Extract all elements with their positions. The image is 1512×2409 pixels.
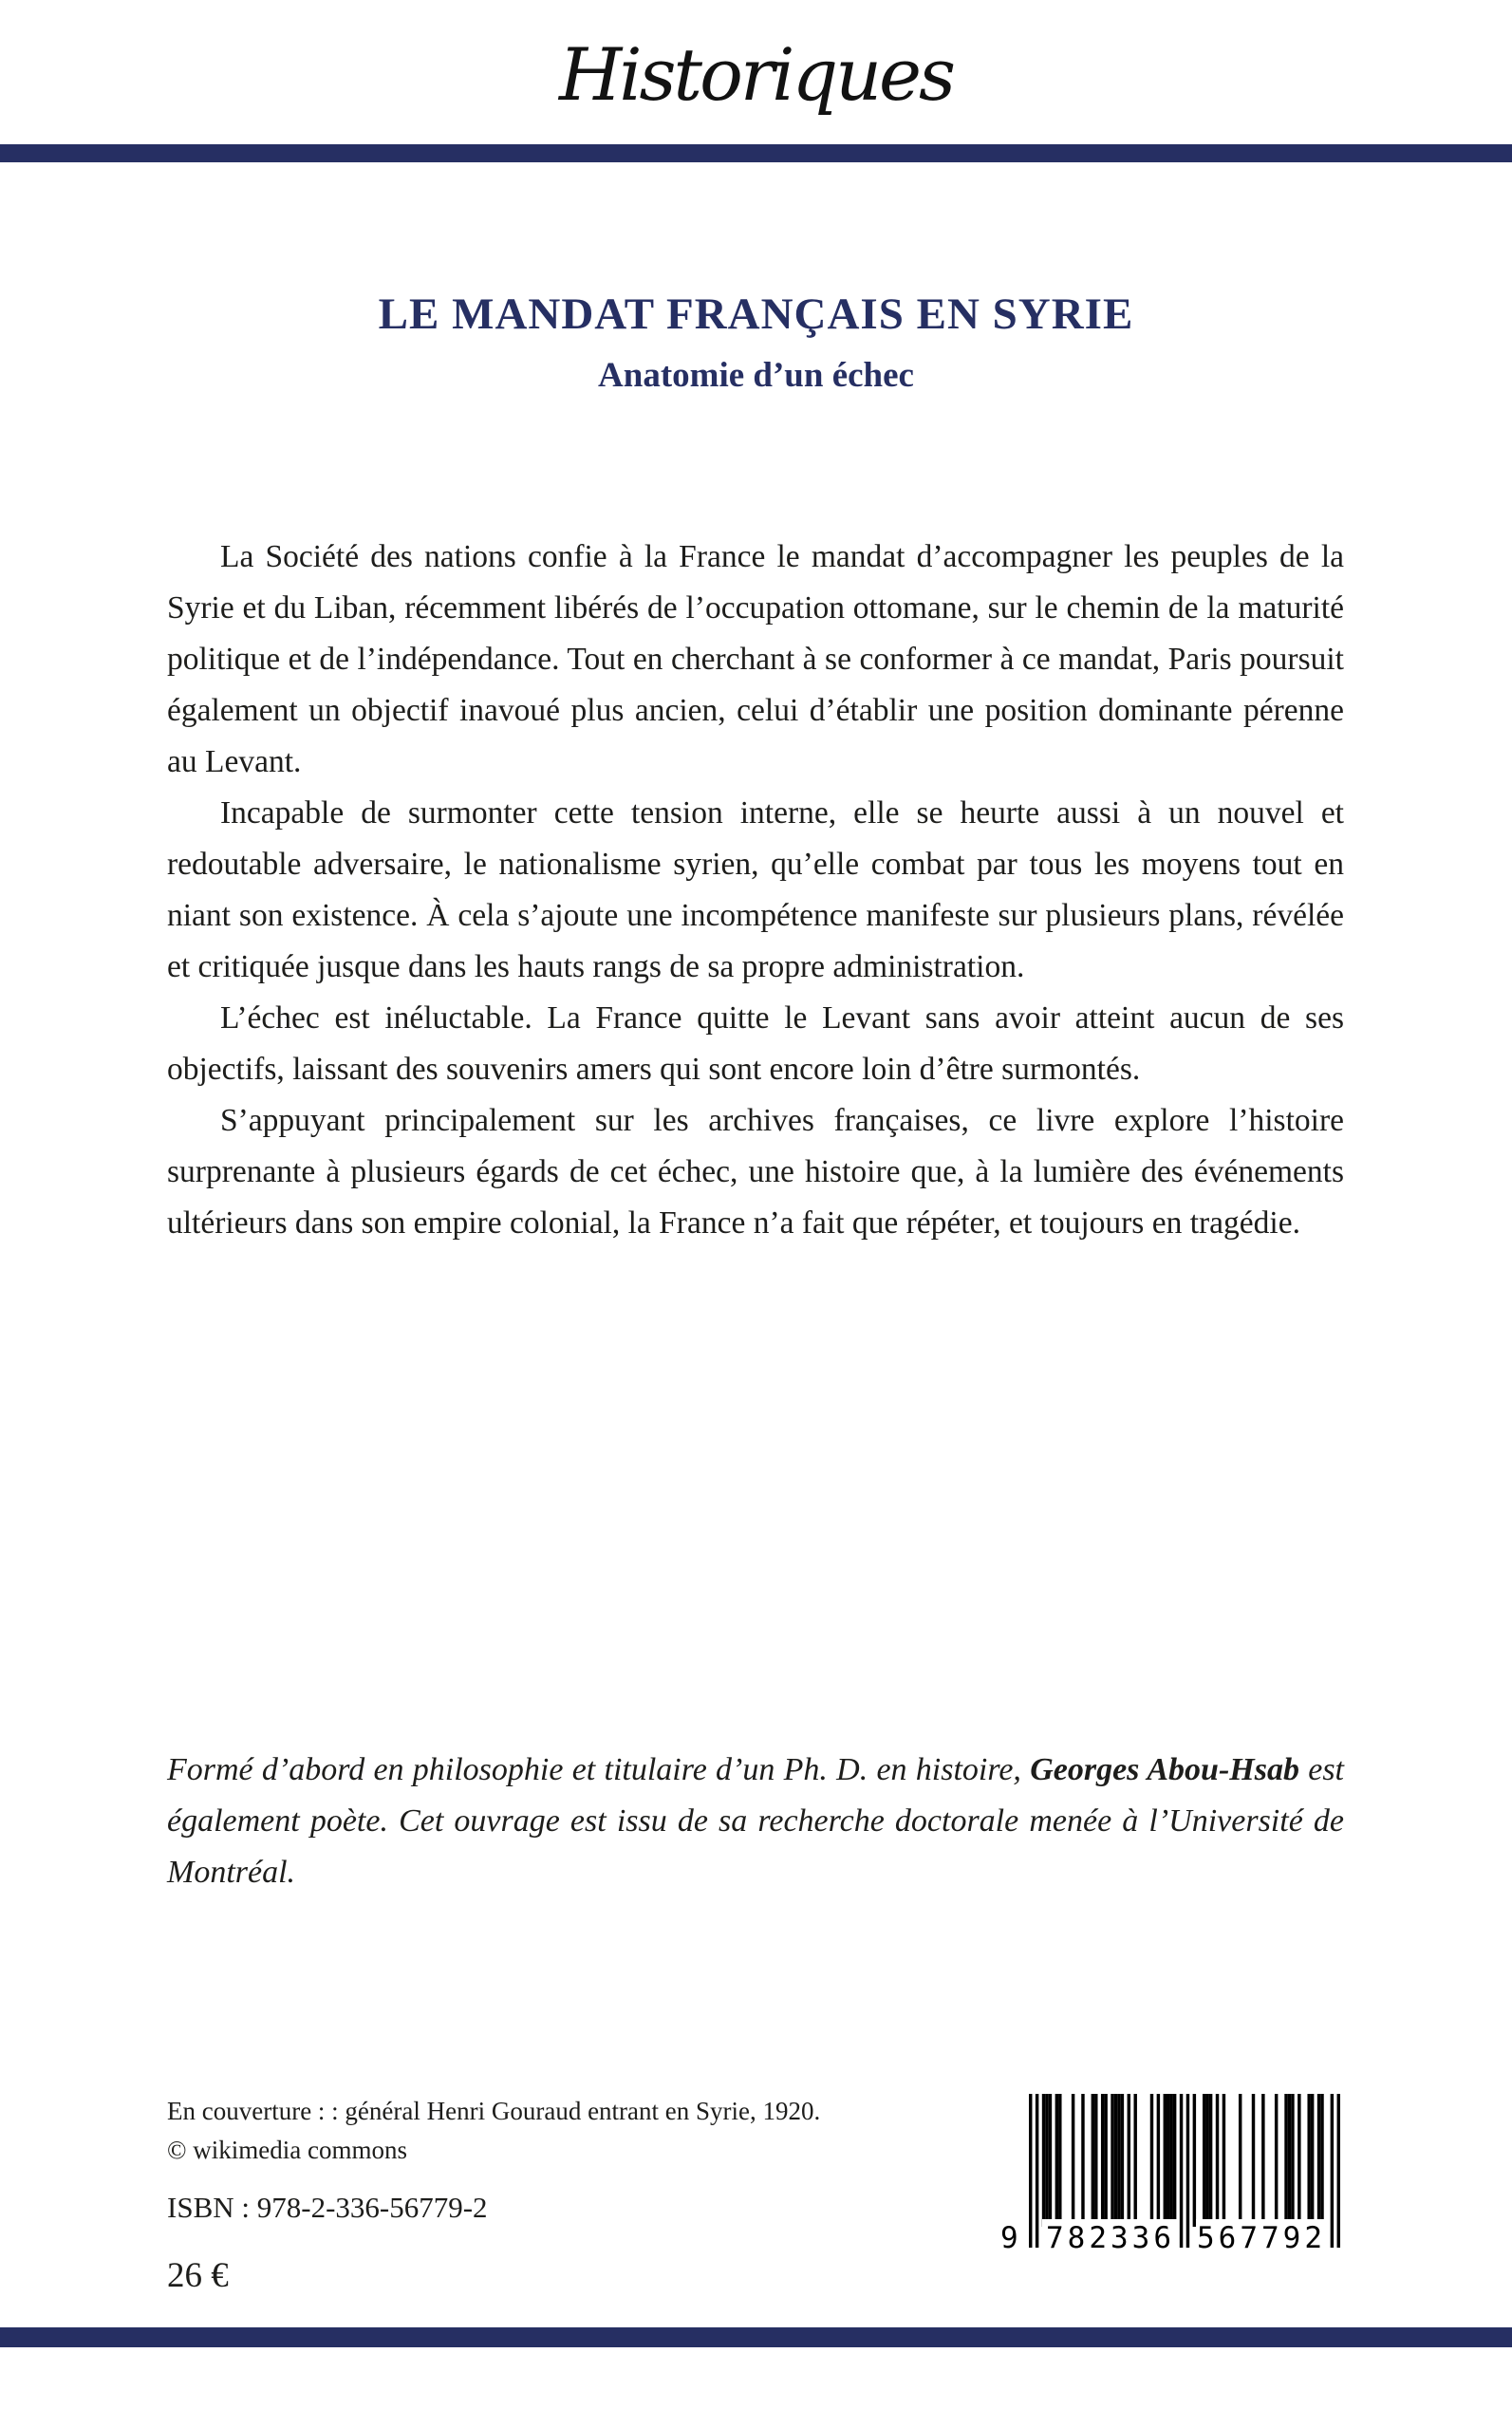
author-name: Georges Abou-Hsab bbox=[1030, 1752, 1299, 1787]
synopsis-paragraph: S’appuyant principalement sur les archives françaises, ce livre explore l’histoire surprenante à plusieurs égards de cet échec, une histoire que, à la lumière des événements ultérieurs dans son empire colonial, la France n’a fait que répéter, et toujours en tragédie. bbox=[167, 1103, 1344, 1241]
barcode bbox=[1000, 2094, 1340, 2280]
collection-logo: Historiques bbox=[558, 32, 954, 117]
isbn: ISBN : 978-2-336-56779-2 bbox=[167, 2191, 488, 2224]
barcode-digit-group-left: 782336 bbox=[1042, 2219, 1179, 2257]
price: 26 € bbox=[167, 2256, 229, 2295]
bottom-rule bbox=[0, 2327, 1512, 2347]
top-rule bbox=[0, 144, 1512, 162]
bio-text-post: est également poète. Cet ouvrage est issu de sa recherche doctorale menée à l’Université de Montréal. bbox=[167, 1752, 1344, 1890]
barcode-digit-group-right: 567792 bbox=[1197, 2221, 1326, 2255]
cover-credit-line: En couverture : : général Henri Gouraud entrant en Syrie, 1920. bbox=[167, 2097, 821, 2125]
synopsis-paragraph: La Société des nations confie à la France le mandat d’accompagner les peuples de la Syrie et du Liban, récemment libérés de l’occupation ottomane, sur le chemin de la maturité politique et de l’indépendance. Tout en cherchant à se conformer à ce mandat, Paris poursuit également un objectif inavoué plus ancien, celui d’établir une position dominante pérenne au Levant. bbox=[167, 539, 1344, 779]
bio-text-pre: Formé d’abord en philosophie et titulaire d’un Ph. D. en histoire, bbox=[167, 1752, 1031, 1787]
synopsis-paragraph: L’échec est inéluctable. La France quitte le Levant sans avoir atteint aucun de ses objectifs, laissant des souvenirs amers qui sont encore loin d’être surmontés. bbox=[167, 1000, 1344, 1087]
cover-credit-copyright: © wikimedia commons bbox=[167, 2136, 407, 2164]
book-title: LE MANDAT FRANÇAIS EN SYRIE bbox=[378, 289, 1134, 339]
book-subtitle: Anatomie d’un échec bbox=[598, 356, 914, 395]
barcode-digit-lead: 9 bbox=[1000, 2221, 1018, 2255]
cover-credit bbox=[167, 2092, 1021, 2170]
synopsis bbox=[167, 532, 1344, 1249]
synopsis-paragraph: Incapable de surmonter cette tension interne, elle se heurte aussi à un nouvel et redoutable adversaire, le nationalisme syrien, qu’elle combat par tous les moyens tout en niant son existence. À cela s’ajoute une incompétence manifeste sur plusieurs plans, révélée et critiquée jusque dans les hauts rangs de sa propre administration. bbox=[167, 795, 1344, 984]
author-bio bbox=[167, 1745, 1344, 1898]
